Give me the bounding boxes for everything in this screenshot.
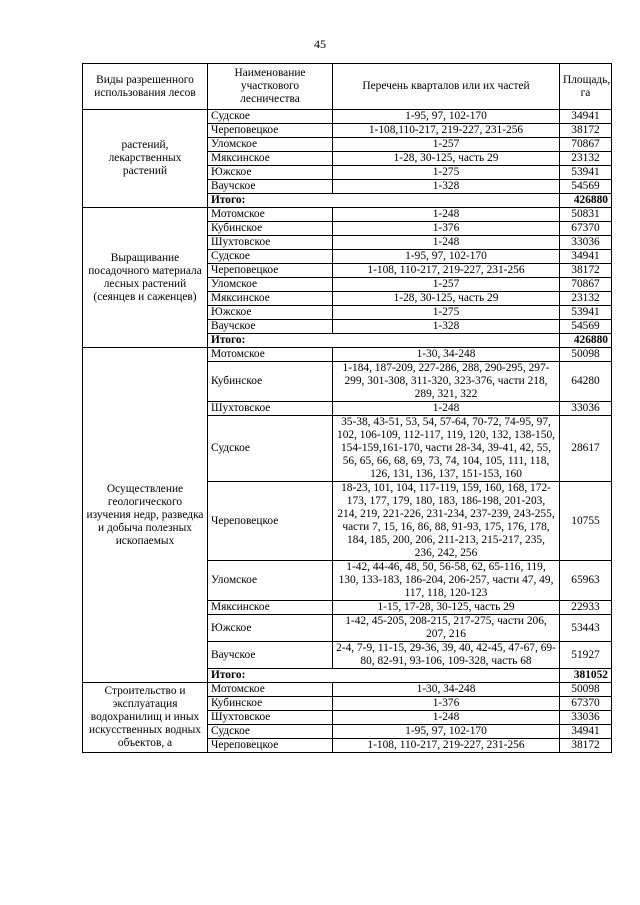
quarters-cell: 1-376 — [333, 697, 560, 711]
area-cell: 53941 — [560, 306, 612, 320]
area-cell: 64280 — [560, 362, 612, 402]
use-type-cell: Строительство и эксплуатация водохранилищ и иных искусственных водных объектов, а — [83, 683, 208, 753]
district-cell: Череповецкое — [208, 264, 333, 278]
quarters-cell: 1-42, 44-46, 48, 50, 56-58, 62, 65-116, 119, 130, 133-183, 186-204, 206-257, части 47, 49, 117, 118, 120-123 — [333, 561, 560, 601]
use-type-cell: растений, лекарственных растений — [83, 110, 208, 208]
quarters-cell: 1-376 — [333, 222, 560, 236]
quarters-cell: 1-30, 34-248 — [333, 683, 560, 697]
area-cell: 34941 — [560, 250, 612, 264]
district-cell: Уломское — [208, 561, 333, 601]
district-cell: Судское — [208, 725, 333, 739]
area-cell: 50098 — [560, 348, 612, 362]
quarters-cell: 1-95, 97, 102-170 — [333, 725, 560, 739]
district-cell: Кубинское — [208, 222, 333, 236]
area-cell: 53941 — [560, 166, 612, 180]
quarters-cell: 1-30, 34-248 — [333, 348, 560, 362]
total-label: Итого: — [208, 194, 560, 208]
table-row — [83, 208, 612, 222]
district-cell: Ваучское — [208, 642, 333, 669]
table-body — [83, 110, 612, 753]
quarters-cell: 1-257 — [333, 138, 560, 152]
district-cell: Мяксинское — [208, 292, 333, 306]
table-row — [83, 348, 612, 362]
area-cell: 33036 — [560, 402, 612, 416]
total-label: Итого: — [208, 669, 560, 683]
area-cell: 70867 — [560, 138, 612, 152]
quarters-cell: 1-328 — [333, 320, 560, 334]
district-cell: Мяксинское — [208, 152, 333, 166]
quarters-cell: 1-42, 45-205, 208-215, 217-275, части 206, 207, 216 — [333, 615, 560, 642]
area-cell: 65963 — [560, 561, 612, 601]
area-cell: 33036 — [560, 236, 612, 250]
district-cell: Уломское — [208, 138, 333, 152]
area-cell: 70867 — [560, 278, 612, 292]
district-cell: Судское — [208, 250, 333, 264]
quarters-cell: 1-108, 110-217, 219-227, 231-256 — [333, 264, 560, 278]
quarters-cell: 1-328 — [333, 180, 560, 194]
quarters-cell: 1-248 — [333, 402, 560, 416]
use-type-cell: Осуществление геологического изучения недр, разведка и добыча полезных ископаемых — [83, 348, 208, 683]
district-cell: Кубинское — [208, 697, 333, 711]
forest-use-table — [82, 63, 612, 753]
area-cell: 23132 — [560, 152, 612, 166]
district-cell: Череповецкое — [208, 482, 333, 561]
quarters-cell: 1-248 — [333, 208, 560, 222]
district-cell: Ваучское — [208, 180, 333, 194]
district-cell: Ваучское — [208, 320, 333, 334]
area-cell: 38172 — [560, 124, 612, 138]
use-type-cell: Выращивание посадочного материала лесных растений (сеянцев и саженцев) — [83, 208, 208, 348]
quarters-cell: 1-15, 17-28, 30-125, часть 29 — [333, 601, 560, 615]
total-area: 426880 — [560, 194, 612, 208]
area-cell: 53443 — [560, 615, 612, 642]
district-cell: Уломское — [208, 278, 333, 292]
district-cell: Южское — [208, 615, 333, 642]
quarters-cell: 35-38, 43-51, 53, 54, 57-64, 70-72, 74-95, 97, 102, 106-109, 112-117, 119, 120, 132, 138-150, 154-159,161-170, части 28-34, 39-41, 42, 55, 56, 65, 66, 68, 69, 73, 74, 104, 105, 111, 118, 126, 131, 136, 137, 151-153, 160 — [333, 416, 560, 482]
total-area: 381052 — [560, 669, 612, 683]
table-header-row — [83, 64, 612, 110]
header-use: Виды разрешенного использования лесов — [83, 64, 208, 110]
district-cell: Шухтовское — [208, 236, 333, 250]
area-cell: 54569 — [560, 180, 612, 194]
area-cell: 51927 — [560, 642, 612, 669]
quarters-cell: 1-95, 97, 102-170 — [333, 110, 560, 124]
quarters-cell: 1-275 — [333, 166, 560, 180]
area-cell: 50098 — [560, 683, 612, 697]
quarters-cell: 1-108,110-217, 219-227, 231-256 — [333, 124, 560, 138]
quarters-cell: 1-184, 187-209, 227-286, 288, 290-295, 297-299, 301-308, 311-320, 323-376, части 218, 289, 321, 322 — [333, 362, 560, 402]
district-cell: Мотомское — [208, 208, 333, 222]
area-cell: 38172 — [560, 739, 612, 753]
header-quarters: Перечень кварталов или их частей — [333, 64, 560, 110]
quarters-cell: 1-257 — [333, 278, 560, 292]
total-area: 426880 — [560, 334, 612, 348]
quarters-cell: 1-28, 30-125, часть 29 — [333, 152, 560, 166]
district-cell: Мотомское — [208, 348, 333, 362]
total-label: Итого: — [208, 334, 560, 348]
district-cell: Шухтовское — [208, 402, 333, 416]
area-cell: 67370 — [560, 222, 612, 236]
district-cell: Мяксинское — [208, 601, 333, 615]
quarters-cell: 1-248 — [333, 711, 560, 725]
area-cell: 23132 — [560, 292, 612, 306]
area-cell: 22933 — [560, 601, 612, 615]
district-cell: Череповецкое — [208, 124, 333, 138]
area-cell: 28617 — [560, 416, 612, 482]
district-cell: Южское — [208, 166, 333, 180]
district-cell: Судское — [208, 416, 333, 482]
area-cell: 34941 — [560, 725, 612, 739]
quarters-cell: 1-248 — [333, 236, 560, 250]
table-row — [83, 110, 612, 124]
header-area: Площадь, га — [560, 64, 612, 110]
district-cell: Мотомское — [208, 683, 333, 697]
table-row — [83, 683, 612, 697]
quarters-cell: 1-275 — [333, 306, 560, 320]
quarters-cell: 1-28, 30-125, часть 29 — [333, 292, 560, 306]
quarters-cell: 2-4, 7-9, 11-15, 29-36, 39, 40, 42-45, 47-67, 69-80, 82-91, 93-106, 109-328, часть 68 — [333, 642, 560, 669]
quarters-cell: 1-108, 110-217, 219-227, 231-256 — [333, 739, 560, 753]
district-cell: Судское — [208, 110, 333, 124]
area-cell: 38172 — [560, 264, 612, 278]
district-cell: Южское — [208, 306, 333, 320]
quarters-cell: 1-95, 97, 102-170 — [333, 250, 560, 264]
area-cell: 54569 — [560, 320, 612, 334]
district-cell: Череповецкое — [208, 739, 333, 753]
area-cell: 10755 — [560, 482, 612, 561]
area-cell: 50831 — [560, 208, 612, 222]
area-cell: 33036 — [560, 711, 612, 725]
district-cell: Шухтовское — [208, 711, 333, 725]
page-number: 45 — [314, 37, 326, 51]
district-cell: Кубинское — [208, 362, 333, 402]
header-district: Наименование участкового лесничества — [208, 64, 333, 110]
area-cell: 67370 — [560, 697, 612, 711]
quarters-cell: 18-23, 101, 104, 117-119, 159, 160, 168, 172-173, 177, 179, 180, 183, 186-198, 201-203, 214, 219, 221-226, 231-234, 237-239, 243-255, части 7, 15, 16, 86, 88, 91-93, 175, 176, 178, 184, 185, 200, 206, 211-213, 215-217, 235, 236, 242, 256 — [333, 482, 560, 561]
area-cell: 34941 — [560, 110, 612, 124]
